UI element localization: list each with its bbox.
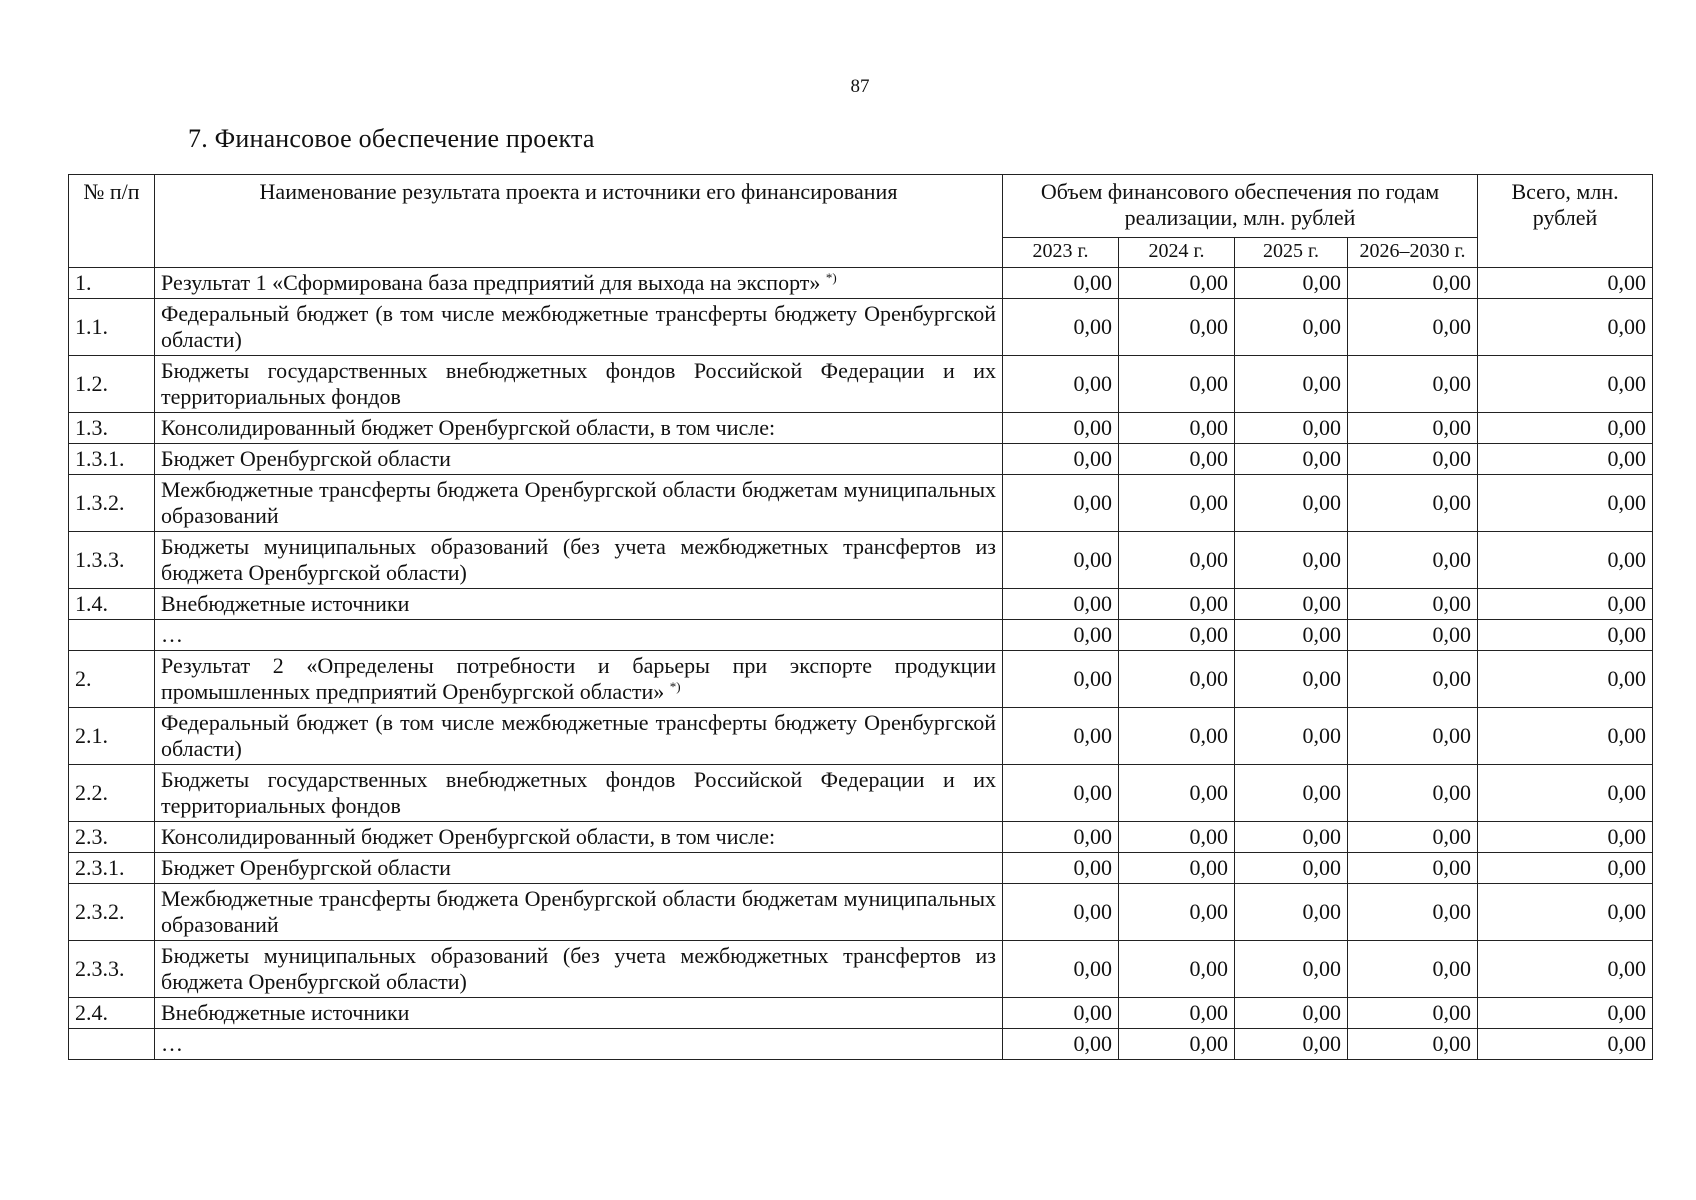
value-2023: 0,00 bbox=[1003, 356, 1119, 413]
value-2024: 0,00 bbox=[1119, 532, 1235, 589]
value-2026-2030: 0,00 bbox=[1348, 998, 1478, 1029]
value-2026-2030: 0,00 bbox=[1348, 532, 1478, 589]
value-2026-2030: 0,00 bbox=[1348, 708, 1478, 765]
value-2023: 0,00 bbox=[1003, 444, 1119, 475]
row-name-cell bbox=[155, 884, 1003, 941]
row-name-cell bbox=[155, 1029, 1003, 1060]
row-name: Межбюджетные трансферты бюджета Оренбургской области бюджетам муниципальных образований bbox=[161, 886, 996, 937]
value-total: 0,00 bbox=[1478, 413, 1653, 444]
value-total: 0,00 bbox=[1478, 268, 1653, 299]
section-title: 7. Финансовое обеспечение проекта bbox=[188, 124, 595, 153]
value-2024: 0,00 bbox=[1119, 268, 1235, 299]
table-row bbox=[69, 475, 1653, 532]
table-row bbox=[69, 822, 1653, 853]
row-name-cell bbox=[155, 822, 1003, 853]
table-row bbox=[69, 532, 1653, 589]
table-row bbox=[69, 853, 1653, 884]
value-2023: 0,00 bbox=[1003, 268, 1119, 299]
row-number: 2.3.2. bbox=[69, 884, 155, 941]
row-number: 2.4. bbox=[69, 998, 155, 1029]
value-total: 0,00 bbox=[1478, 589, 1653, 620]
value-2025: 0,00 bbox=[1235, 268, 1348, 299]
value-total: 0,00 bbox=[1478, 708, 1653, 765]
value-total: 0,00 bbox=[1478, 444, 1653, 475]
value-2025: 0,00 bbox=[1235, 765, 1348, 822]
value-2023: 0,00 bbox=[1003, 998, 1119, 1029]
value-total: 0,00 bbox=[1478, 941, 1653, 998]
value-2023: 0,00 bbox=[1003, 620, 1119, 651]
value-2025: 0,00 bbox=[1235, 1029, 1348, 1060]
row-name: Консолидированный бюджет Оренбургской области, в том числе: bbox=[161, 824, 776, 849]
value-total: 0,00 bbox=[1478, 884, 1653, 941]
row-name-cell bbox=[155, 532, 1003, 589]
row-name: Федеральный бюджет (в том числе межбюджетные трансферты бюджету Оренбургской области) bbox=[161, 301, 996, 352]
value-total: 0,00 bbox=[1478, 620, 1653, 651]
row-name: Бюджеты муниципальных образований (без учета межбюджетных трансфертов из бюджета Оренбургской области) bbox=[161, 943, 996, 994]
row-number: 2. bbox=[69, 651, 155, 708]
value-2026-2030: 0,00 bbox=[1348, 444, 1478, 475]
value-2026-2030: 0,00 bbox=[1348, 620, 1478, 651]
row-name: Результат 1 «Сформирована база предприятий для выхода на экспорт» bbox=[161, 270, 821, 295]
row-number: 2.2. bbox=[69, 765, 155, 822]
value-2025: 0,00 bbox=[1235, 620, 1348, 651]
header-year-2025: 2025 г. bbox=[1235, 238, 1348, 268]
table-row bbox=[69, 589, 1653, 620]
value-2023: 0,00 bbox=[1003, 299, 1119, 356]
row-number: 1. bbox=[69, 268, 155, 299]
row-name-cell bbox=[155, 620, 1003, 651]
table-row bbox=[69, 356, 1653, 413]
value-2024: 0,00 bbox=[1119, 822, 1235, 853]
row-name-cell bbox=[155, 268, 1003, 299]
row-name-cell bbox=[155, 444, 1003, 475]
table-row bbox=[69, 708, 1653, 765]
value-2023: 0,00 bbox=[1003, 532, 1119, 589]
header-name: Наименование результата проекта и источники его финансирования bbox=[155, 175, 1003, 268]
value-2024: 0,00 bbox=[1119, 1029, 1235, 1060]
value-2023: 0,00 bbox=[1003, 589, 1119, 620]
row-name: Внебюджетные источники bbox=[161, 1000, 410, 1025]
value-2023: 0,00 bbox=[1003, 651, 1119, 708]
value-2023: 0,00 bbox=[1003, 822, 1119, 853]
value-2026-2030: 0,00 bbox=[1348, 941, 1478, 998]
value-2026-2030: 0,00 bbox=[1348, 268, 1478, 299]
row-name: Бюджеты государственных внебюджетных фондов Российской Федерации и их территориальных фондов bbox=[161, 767, 996, 818]
value-2024: 0,00 bbox=[1119, 475, 1235, 532]
row-name-cell bbox=[155, 475, 1003, 532]
value-2025: 0,00 bbox=[1235, 941, 1348, 998]
row-name-cell bbox=[155, 589, 1003, 620]
value-2026-2030: 0,00 bbox=[1348, 765, 1478, 822]
row-name: Консолидированный бюджет Оренбургской области, в том числе: bbox=[161, 415, 776, 440]
row-name: … bbox=[161, 1031, 183, 1056]
financing-table bbox=[68, 174, 1653, 1060]
value-total: 0,00 bbox=[1478, 998, 1653, 1029]
header-total: Всего, млн. рублей bbox=[1478, 175, 1653, 268]
table-row bbox=[69, 651, 1653, 708]
row-name: Результат 2 «Определены потребности и барьеры при экспорте продукции промышленных предприятий Оренбургской области» bbox=[161, 653, 996, 704]
header-year-2026-2030: 2026–2030 г. bbox=[1348, 238, 1478, 268]
header-volume: Объем финансового обеспечения по годам реализации, млн. рублей bbox=[1003, 175, 1478, 238]
value-2024: 0,00 bbox=[1119, 299, 1235, 356]
value-2025: 0,00 bbox=[1235, 299, 1348, 356]
row-number: 1.2. bbox=[69, 356, 155, 413]
table-row bbox=[69, 1029, 1653, 1060]
table-row bbox=[69, 941, 1653, 998]
row-number: 1.3.1. bbox=[69, 444, 155, 475]
value-2023: 0,00 bbox=[1003, 941, 1119, 998]
page-number: 87 bbox=[850, 76, 870, 97]
header-year-2023: 2023 г. bbox=[1003, 238, 1119, 268]
value-2025: 0,00 bbox=[1235, 356, 1348, 413]
footnote-mark: *) bbox=[669, 679, 681, 694]
value-2025: 0,00 bbox=[1235, 532, 1348, 589]
value-2026-2030: 0,00 bbox=[1348, 884, 1478, 941]
row-name: … bbox=[161, 622, 183, 647]
row-name-cell bbox=[155, 708, 1003, 765]
value-2023: 0,00 bbox=[1003, 1029, 1119, 1060]
value-total: 0,00 bbox=[1478, 765, 1653, 822]
row-name: Бюджет Оренбургской области bbox=[161, 446, 451, 471]
row-name-cell bbox=[155, 413, 1003, 444]
value-2025: 0,00 bbox=[1235, 884, 1348, 941]
value-2023: 0,00 bbox=[1003, 853, 1119, 884]
value-2025: 0,00 bbox=[1235, 853, 1348, 884]
value-2026-2030: 0,00 bbox=[1348, 356, 1478, 413]
row-name-cell bbox=[155, 299, 1003, 356]
value-2023: 0,00 bbox=[1003, 884, 1119, 941]
table-row bbox=[69, 884, 1653, 941]
row-number: 2.1. bbox=[69, 708, 155, 765]
value-2024: 0,00 bbox=[1119, 356, 1235, 413]
table-row bbox=[69, 299, 1653, 356]
value-total: 0,00 bbox=[1478, 356, 1653, 413]
row-number: 2.3.3. bbox=[69, 941, 155, 998]
row-number: 2.3. bbox=[69, 822, 155, 853]
value-total: 0,00 bbox=[1478, 299, 1653, 356]
header-num: № п/п bbox=[69, 175, 155, 268]
value-2026-2030: 0,00 bbox=[1348, 853, 1478, 884]
value-2024: 0,00 bbox=[1119, 941, 1235, 998]
value-2024: 0,00 bbox=[1119, 708, 1235, 765]
header-year-2024: 2024 г. bbox=[1119, 238, 1235, 268]
row-number: 1.3. bbox=[69, 413, 155, 444]
value-total: 0,00 bbox=[1478, 1029, 1653, 1060]
row-name-cell bbox=[155, 941, 1003, 998]
row-number bbox=[69, 1029, 155, 1060]
table-row bbox=[69, 444, 1653, 475]
value-2025: 0,00 bbox=[1235, 475, 1348, 532]
row-name-cell bbox=[155, 356, 1003, 413]
value-2026-2030: 0,00 bbox=[1348, 299, 1478, 356]
row-name: Бюджеты муниципальных образований (без учета межбюджетных трансфертов из бюджета Оренбургской области) bbox=[161, 534, 996, 585]
row-number: 1.4. bbox=[69, 589, 155, 620]
row-number: 1.3.3. bbox=[69, 532, 155, 589]
value-2024: 0,00 bbox=[1119, 884, 1235, 941]
value-2023: 0,00 bbox=[1003, 475, 1119, 532]
row-name-cell bbox=[155, 853, 1003, 884]
value-total: 0,00 bbox=[1478, 822, 1653, 853]
value-2025: 0,00 bbox=[1235, 413, 1348, 444]
value-2024: 0,00 bbox=[1119, 765, 1235, 822]
value-2026-2030: 0,00 bbox=[1348, 651, 1478, 708]
row-name-cell bbox=[155, 651, 1003, 708]
row-name: Бюджеты государственных внебюджетных фондов Российской Федерации и их территориальных фондов bbox=[161, 358, 996, 409]
value-2026-2030: 0,00 bbox=[1348, 589, 1478, 620]
row-name: Федеральный бюджет (в том числе межбюджетные трансферты бюджету Оренбургской области) bbox=[161, 710, 996, 761]
value-2025: 0,00 bbox=[1235, 708, 1348, 765]
row-number: 1.1. bbox=[69, 299, 155, 356]
table-body bbox=[69, 268, 1653, 1060]
value-2024: 0,00 bbox=[1119, 413, 1235, 444]
value-2023: 0,00 bbox=[1003, 765, 1119, 822]
table-row bbox=[69, 765, 1653, 822]
value-total: 0,00 bbox=[1478, 651, 1653, 708]
value-2024: 0,00 bbox=[1119, 853, 1235, 884]
table-row bbox=[69, 998, 1653, 1029]
value-2024: 0,00 bbox=[1119, 998, 1235, 1029]
row-number bbox=[69, 620, 155, 651]
value-2026-2030: 0,00 bbox=[1348, 413, 1478, 444]
value-2023: 0,00 bbox=[1003, 708, 1119, 765]
value-total: 0,00 bbox=[1478, 532, 1653, 589]
value-2024: 0,00 bbox=[1119, 589, 1235, 620]
footnote-mark: *) bbox=[825, 270, 837, 285]
value-2025: 0,00 bbox=[1235, 589, 1348, 620]
row-name-cell bbox=[155, 998, 1003, 1029]
table-row bbox=[69, 620, 1653, 651]
row-name: Межбюджетные трансферты бюджета Оренбургской области бюджетам муниципальных образований bbox=[161, 477, 996, 528]
row-name: Внебюджетные источники bbox=[161, 591, 410, 616]
value-total: 0,00 bbox=[1478, 475, 1653, 532]
value-2026-2030: 0,00 bbox=[1348, 822, 1478, 853]
value-2025: 0,00 bbox=[1235, 651, 1348, 708]
value-total: 0,00 bbox=[1478, 853, 1653, 884]
row-number: 2.3.1. bbox=[69, 853, 155, 884]
value-2025: 0,00 bbox=[1235, 822, 1348, 853]
row-number: 1.3.2. bbox=[69, 475, 155, 532]
value-2025: 0,00 bbox=[1235, 444, 1348, 475]
value-2024: 0,00 bbox=[1119, 620, 1235, 651]
value-2026-2030: 0,00 bbox=[1348, 475, 1478, 532]
value-2024: 0,00 bbox=[1119, 651, 1235, 708]
value-2025: 0,00 bbox=[1235, 998, 1348, 1029]
row-name: Бюджет Оренбургской области bbox=[161, 855, 451, 880]
value-2026-2030: 0,00 bbox=[1348, 1029, 1478, 1060]
table-row bbox=[69, 413, 1653, 444]
value-2024: 0,00 bbox=[1119, 444, 1235, 475]
table-row bbox=[69, 268, 1653, 299]
value-2023: 0,00 bbox=[1003, 413, 1119, 444]
row-name-cell bbox=[155, 765, 1003, 822]
